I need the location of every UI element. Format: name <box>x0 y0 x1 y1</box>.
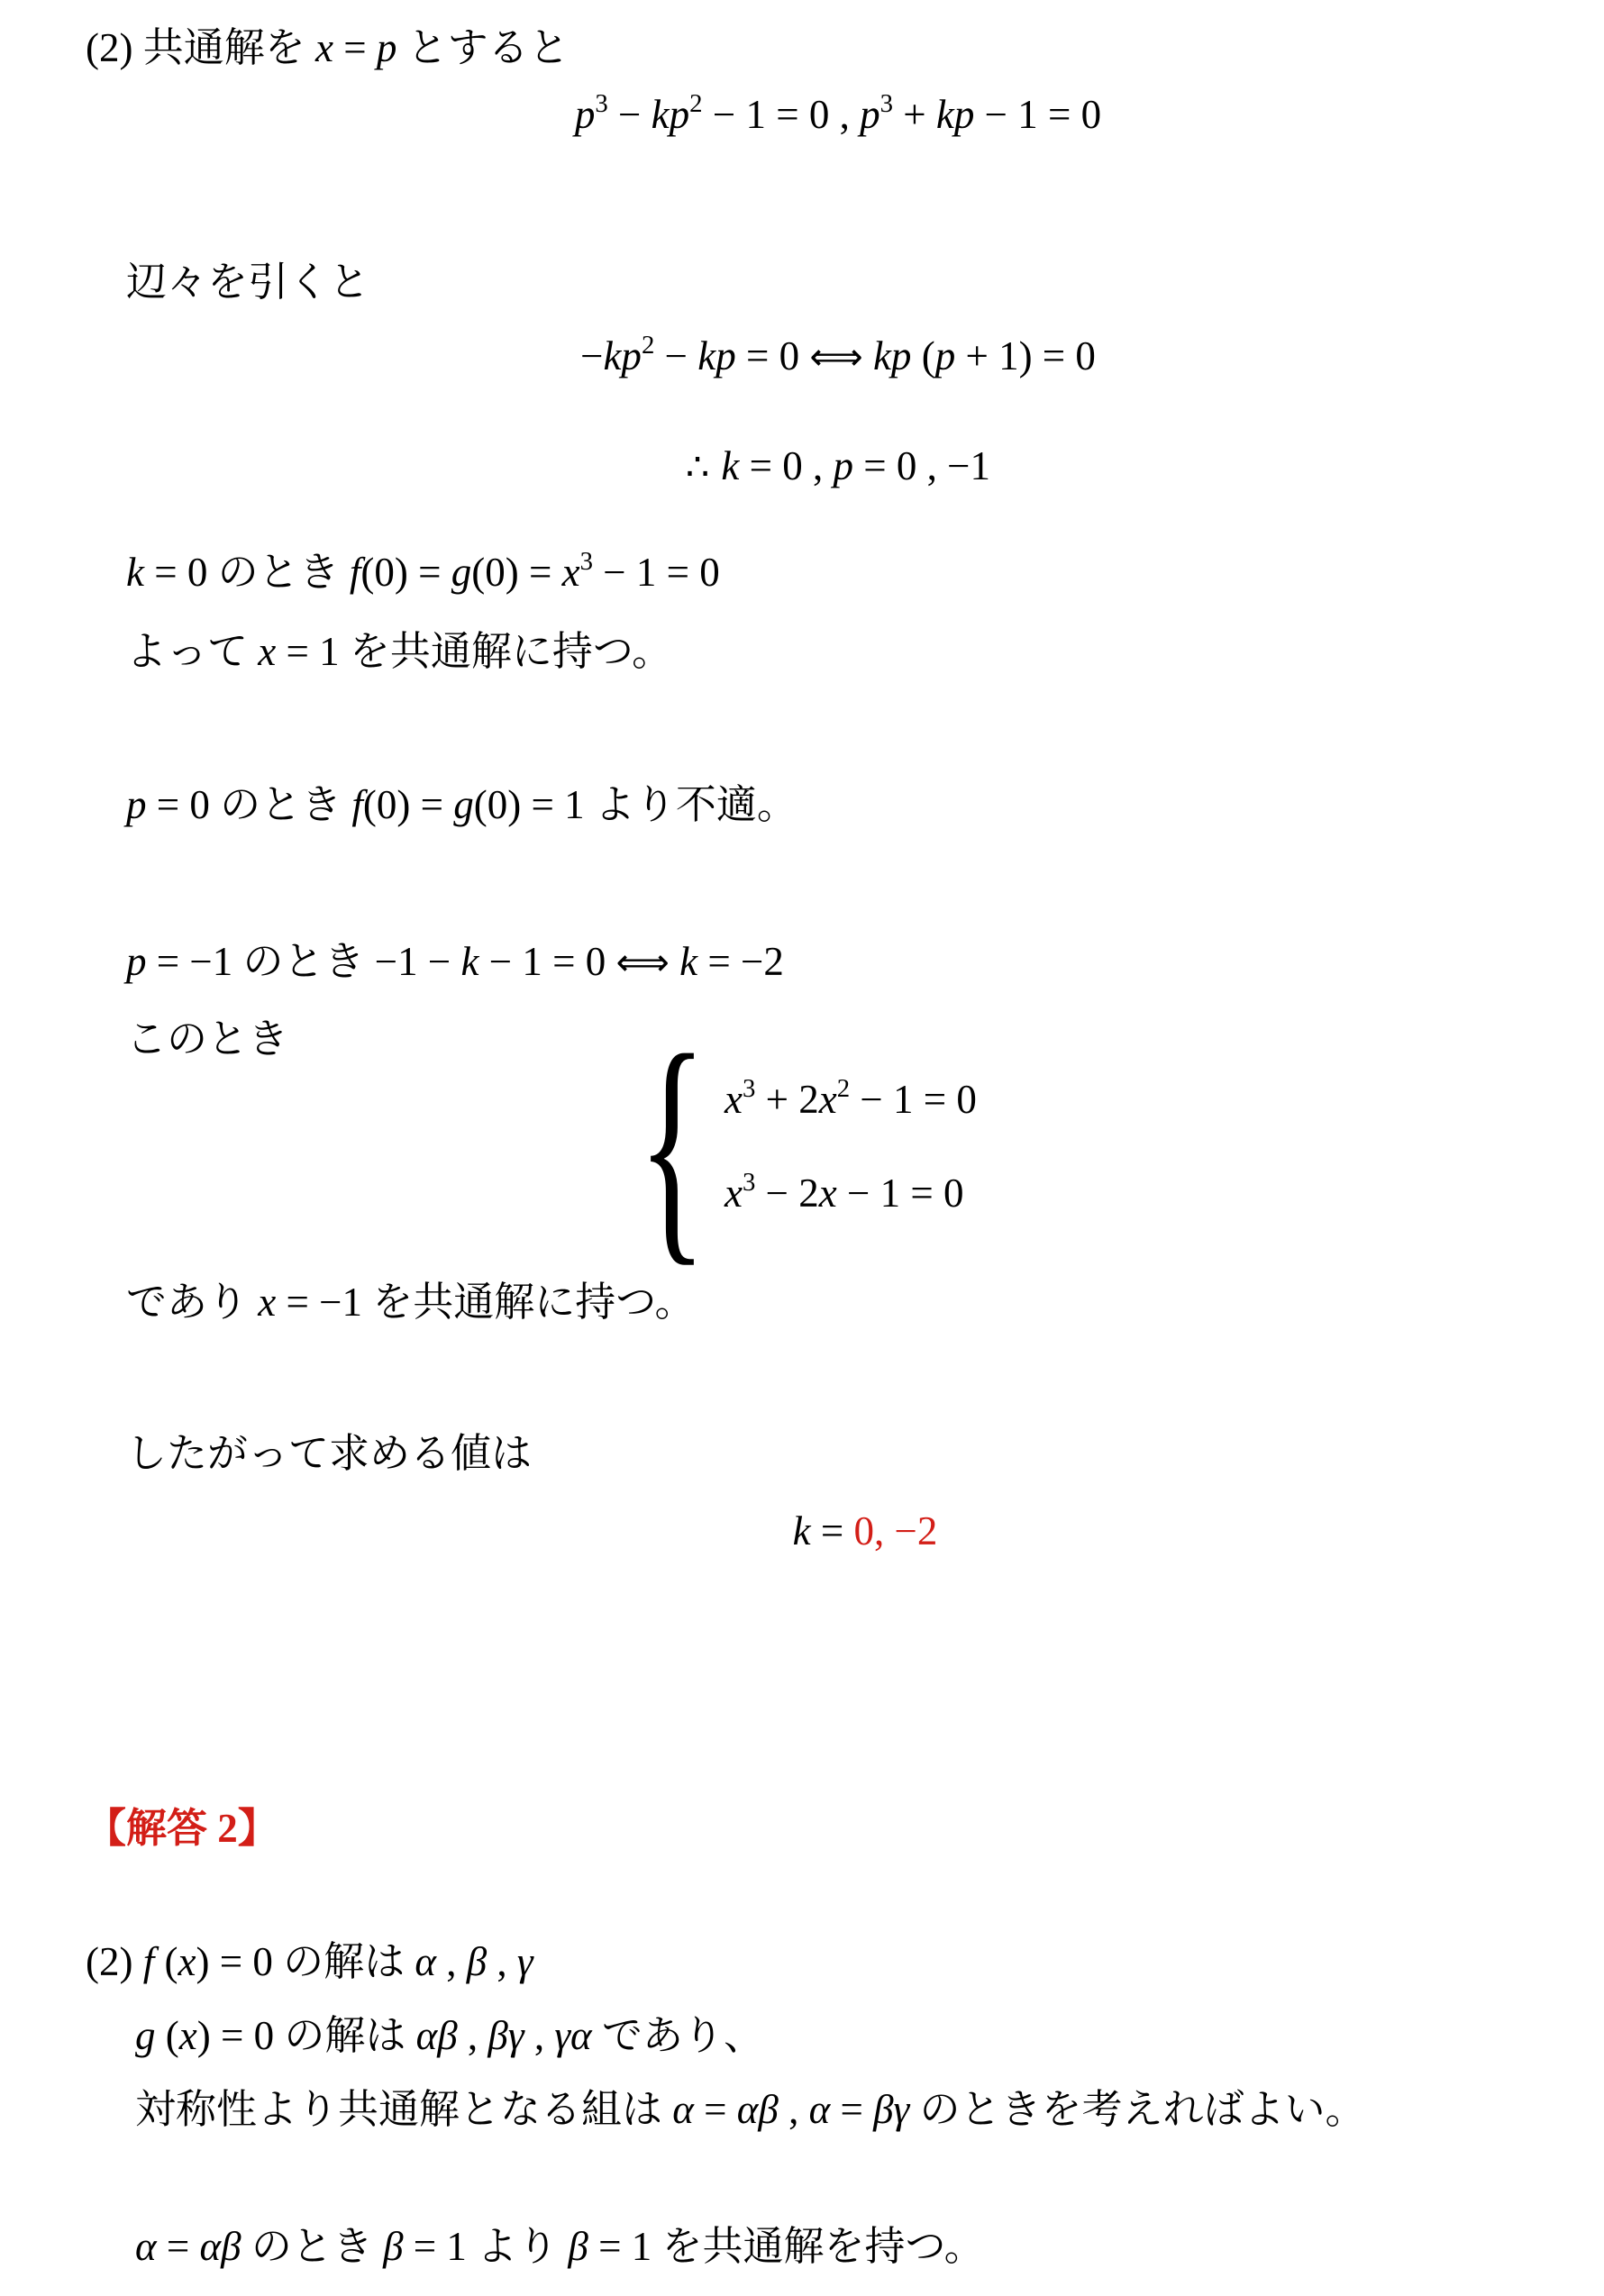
line-subtract-sides: 辺々を引くと <box>126 260 370 305</box>
heading-solution2: 【解答 2】 <box>86 1806 278 1851</box>
line-k0-conclusion: よって x = 1 を共通解に持つ。 <box>126 629 673 674</box>
line-then: このとき <box>126 1016 289 1061</box>
line-case-p-neg1: p = −1 のとき −1 − k − 1 = 0 ⟺ k = −2 <box>126 939 784 984</box>
cases-equation-2: $x^3 - 2x - 1 = 0$ <box>725 1168 964 1216</box>
cases-equation-1: $x^3 + 2x^2 - 1 = 0$ <box>725 1074 977 1122</box>
left-brace: { <box>637 1004 707 1288</box>
cases-system <box>629 1004 977 1288</box>
cases-rows <box>725 1052 977 1240</box>
line-g-roots: g (x) = 0 の解は αβ , βγ , γα であり、 <box>135 2013 764 2058</box>
equation-answer: k = 0, −2 <box>792 1508 938 1553</box>
line-case-k0: k = 0 のとき $f(0) = g(0) = x^3 - 1 = 0$ <box>126 547 720 595</box>
equation-k-p-values: ∴ k = 0 , p = 0 , −1 <box>685 443 991 488</box>
equation-initial-system: $p^3 - kp^2 - 1 = 0$ , $p^3$ + kp − 1 = 0 <box>574 89 1102 137</box>
line-f-roots: (2) f (x) = 0 の解は α , β , γ <box>86 1939 533 1984</box>
line-symmetry: 対称性より共通解となる組は α = αβ , α = βγ のときを考えればよい。 <box>135 2087 1366 2132</box>
equation-kp-factored: $-kp^2$ − kp = 0 ⟺ kp (p + 1) = 0 <box>580 331 1096 378</box>
line-therefore: したがって求める値は <box>126 1431 533 1476</box>
line-case-p0: p = 0 のとき f(0) = g(0) = 1 より不適。 <box>126 782 797 827</box>
line-common-solution-setup: (2) 共通解を x = p とすると <box>86 25 570 70</box>
line-x-neg1-conclusion: であり x = −1 を共通解に持つ。 <box>126 1280 696 1325</box>
line-alpha-case: α = αβ のとき β = 1 より β = 1 を共通解を持つ。 <box>135 2224 985 2269</box>
